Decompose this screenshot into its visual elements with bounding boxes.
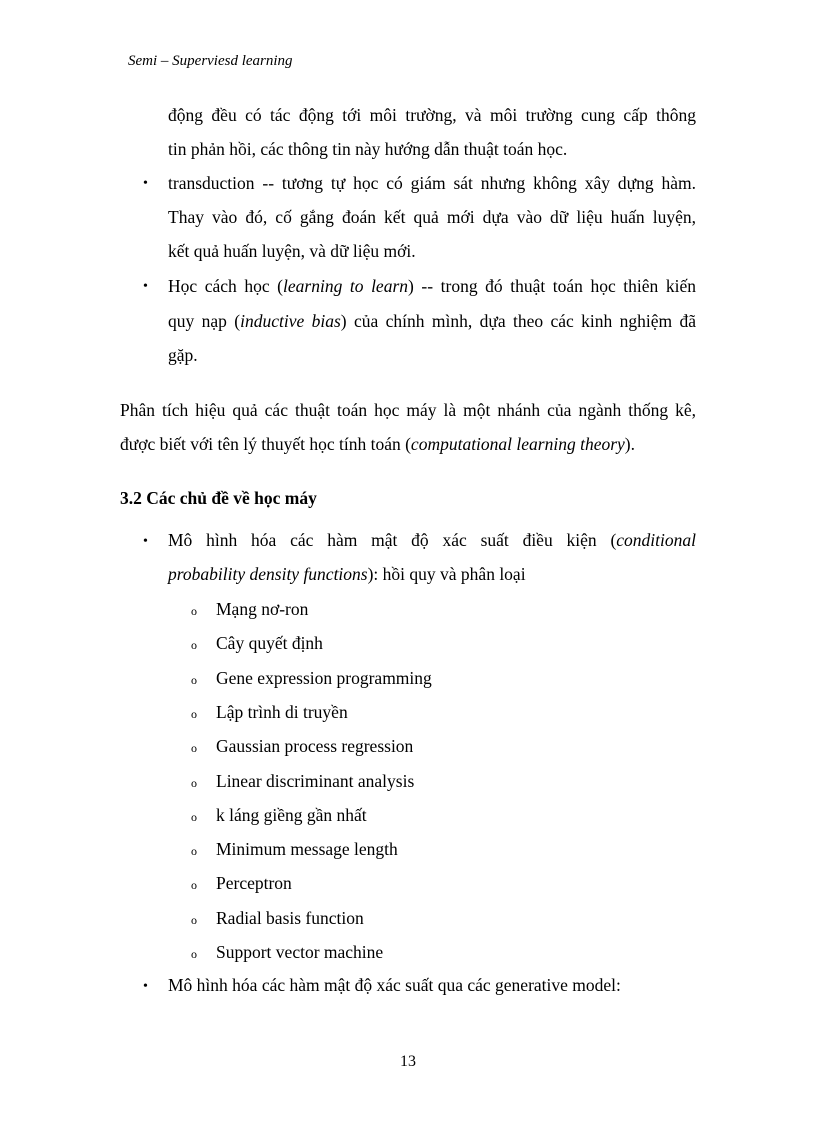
sub-list-marker: o [191,604,197,618]
sub-list-item: Linear discriminant analysis [216,771,415,791]
bullet-text-line: Học cách học (learning to learn) -- trong đó thuật toán học thiên kiến [168,276,696,296]
bullet-text-line: quy nạp (inductive bias) của chính mình, dựa theo các kinh nghiệm đã [168,311,696,331]
bullet-marker: • [143,176,148,191]
sub-list-marker: o [191,638,197,652]
sub-list-item: Perceptron [216,873,292,893]
sub-list-marker: o [191,741,197,755]
sub-list-marker: o [191,810,197,824]
page-number: 13 [400,1053,416,1070]
bullet-text-line: Thay vào đó, cố gắng đoán kết quả mới dựa vào dữ liệu huấn luyện, [168,207,696,227]
page-header: Semi – Superviesd learning [128,53,293,69]
sub-list-item: Gene expression programming [216,668,432,688]
sub-list-marker: o [191,776,197,790]
section-heading: 3.2 Các chủ đề về học máy [120,488,317,508]
sub-list-marker: o [191,707,197,721]
sub-list-item: Minimum message length [216,839,398,859]
bullet-text-line: Mô hình hóa các hàm mật độ xác suất điều kiện (conditional [168,530,696,550]
sub-list-marker: o [191,913,197,927]
bullet-text-line: gặp. [168,345,198,365]
sub-list-item: k láng giềng gần nhất [216,805,367,825]
bullet-text-line: transduction -- tương tự học có giám sát nhưng không xây dựng hàm. [168,173,696,193]
sub-list-marker: o [191,947,197,961]
sub-list-marker: o [191,878,197,892]
bullet-text-line: probability density functions): hồi quy và phân loại [168,564,526,584]
paragraph-line: được biết với tên lý thuyết học tính toán (computational learning theory). [120,434,635,454]
bullet-text-line: kết quả huấn luyện, và dữ liệu mới. [168,241,416,261]
paragraph-line: Phân tích hiệu quả các thuật toán học máy là một nhánh của ngành thống kê, [120,400,696,420]
sub-list-item: Radial basis function [216,908,364,928]
paragraph-line: tin phản hồi, các thông tin này hướng dẫn thuật toán học. [168,139,568,159]
sub-list-item: Mạng nơ-ron [216,599,309,619]
sub-list-item: Lập trình di truyền [216,702,348,722]
bullet-marker: • [143,979,148,994]
sub-list-item: Cây quyết định [216,633,323,653]
bullet-marker: • [143,279,148,294]
bullet-text-line: Mô hình hóa các hàm mật độ xác suất qua các generative model: [168,975,621,995]
sub-list-marker: o [191,844,197,858]
sub-list-marker: o [191,673,197,687]
sub-list-item: Gaussian process regression [216,736,414,756]
paragraph-line: động đều có tác động tới môi trường, và môi trường cung cấp thông [168,105,696,125]
sub-list-item: Support vector machine [216,942,384,962]
bullet-marker: • [143,534,148,549]
